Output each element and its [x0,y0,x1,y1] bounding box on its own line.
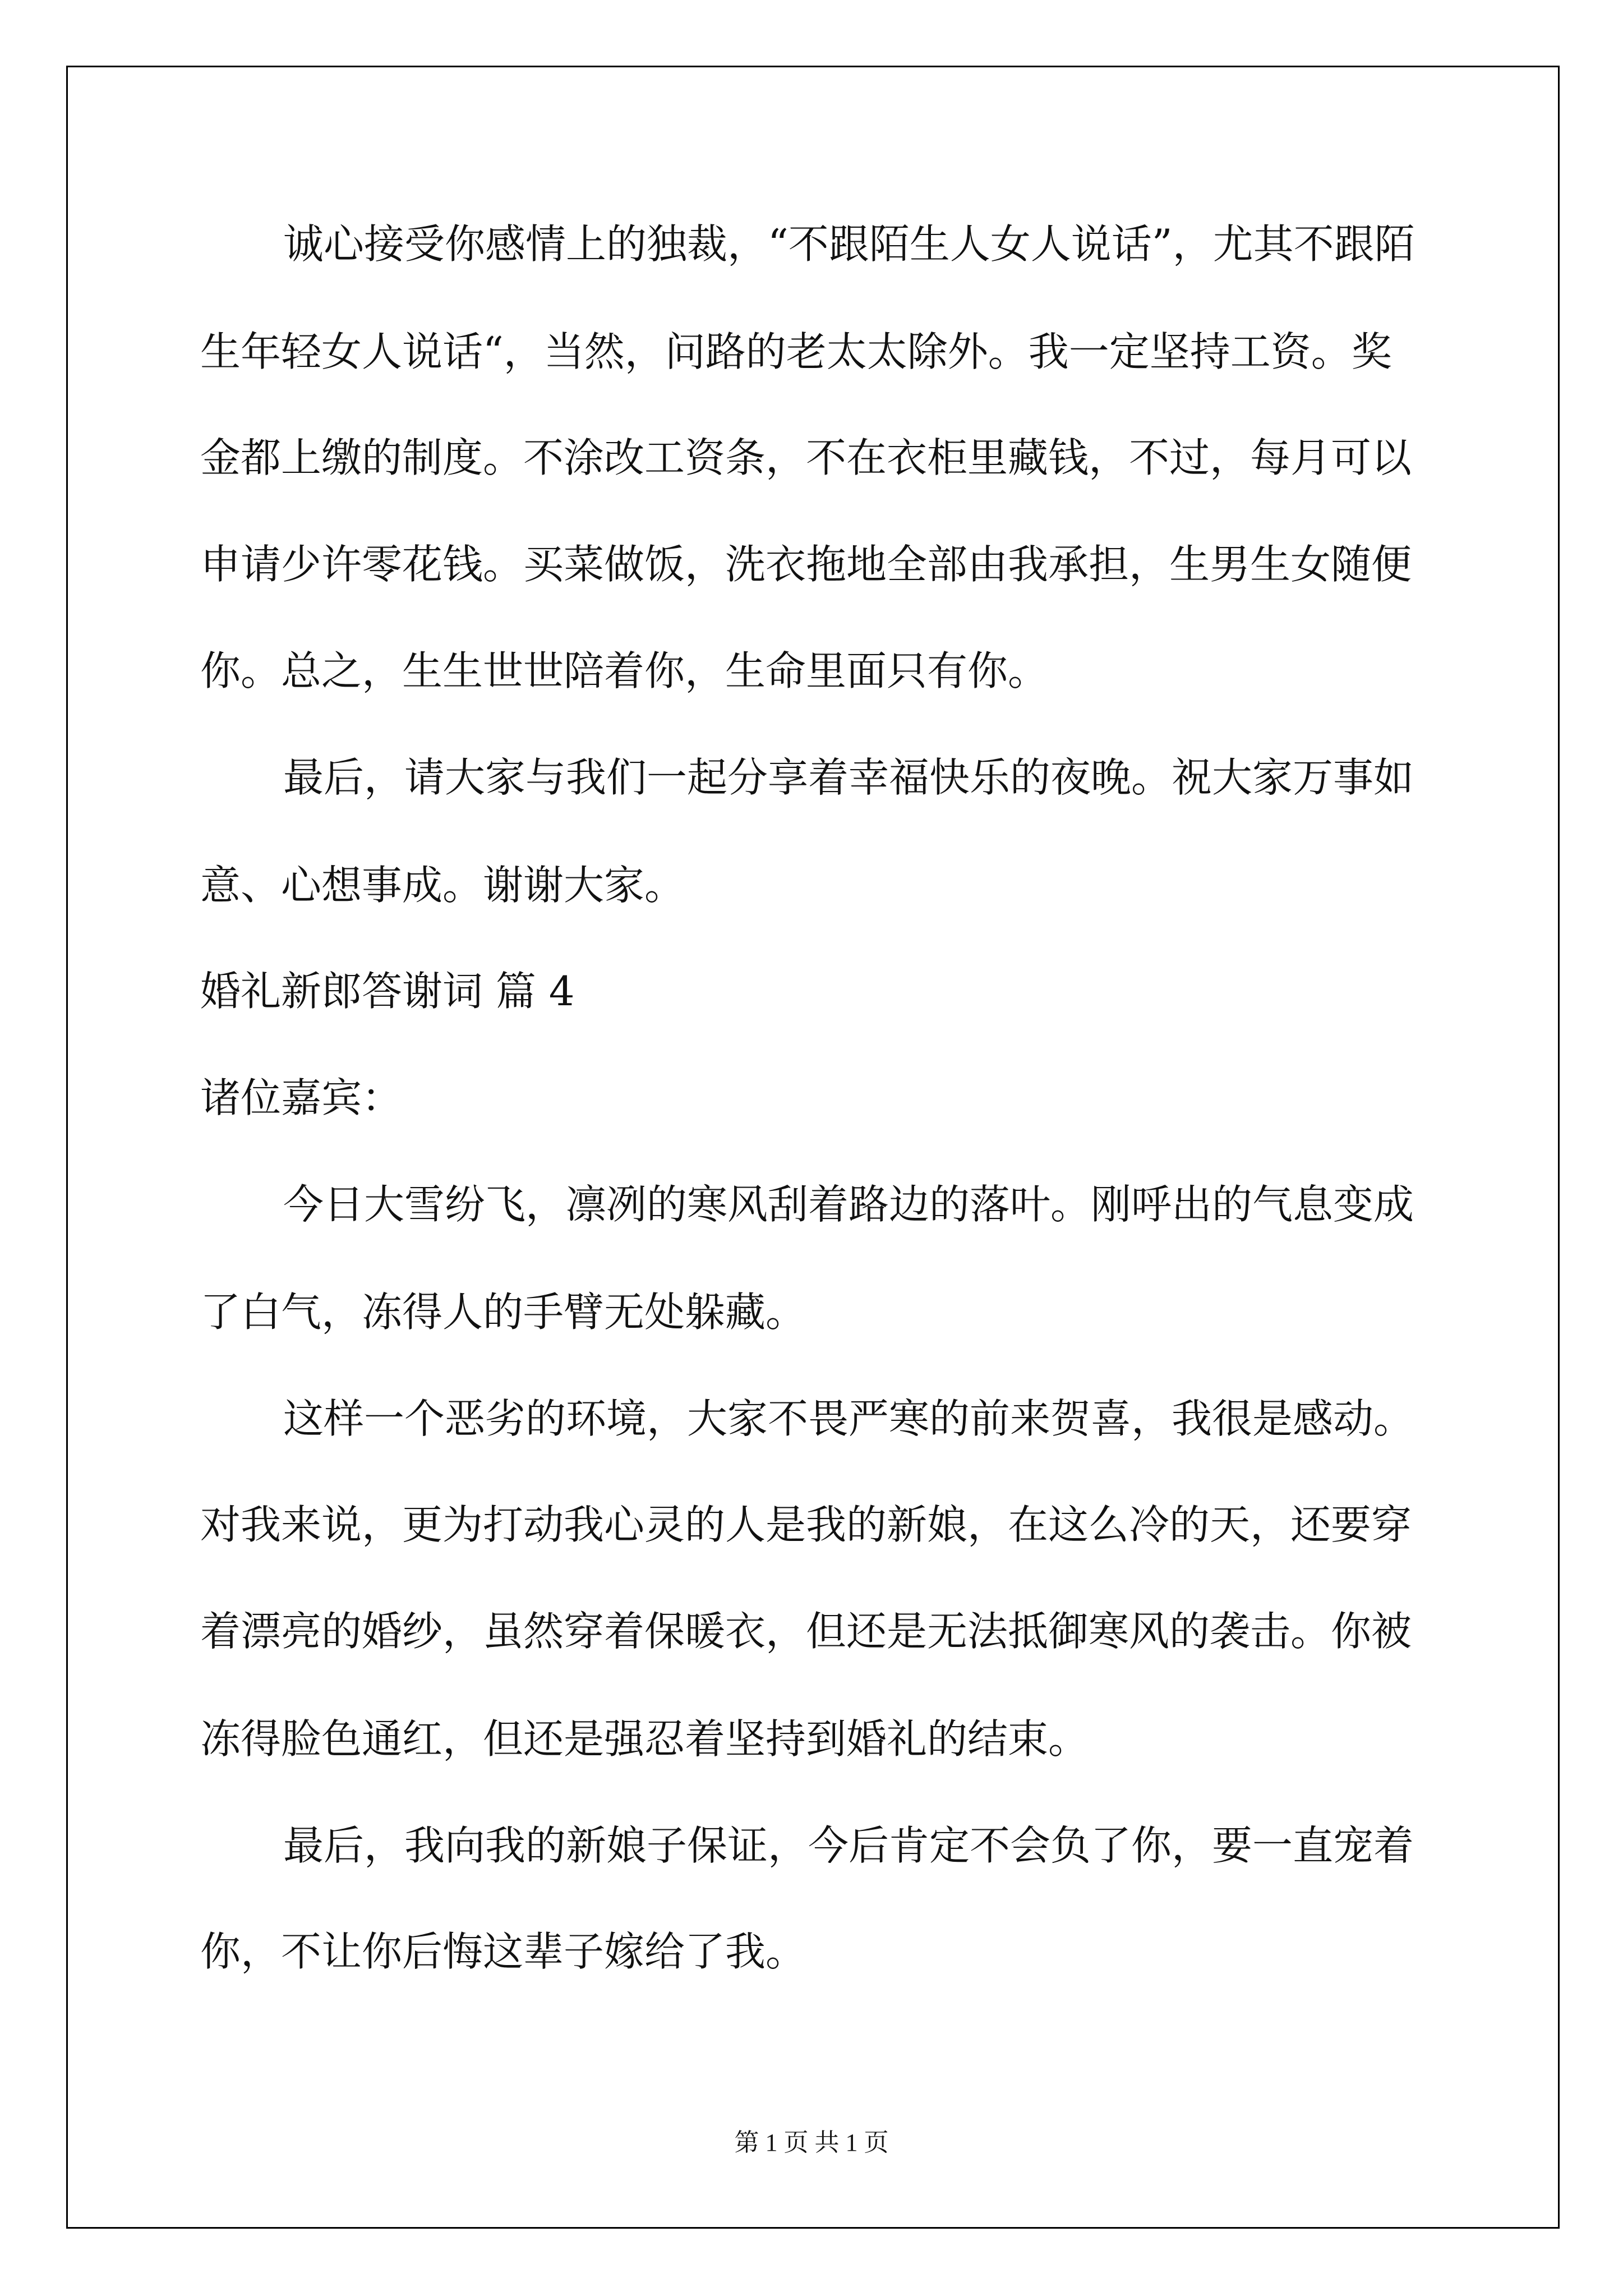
text-line: 你，不让你后悔这辈子嫁给了我。 [200,1928,806,1975]
text-line: 最后，请大家与我们一起分享着幸福快乐的夜晚。祝大家万事如 [283,754,1414,801]
text-line: 对我来说，更为打动我心灵的人是我的新娘，在这么冷的天，还要穿 [200,1501,1412,1548]
section-heading: 婚礼新郎答谢词 篇 4 [200,968,575,1015]
text-line: 生年轻女人说话“，当然，问路的老太太除外。我一定坚持工资。奖 [200,328,1392,375]
text-line: 着漂亮的婚纱，虽然穿着保暖衣，但还是无法抵御寒风的袭击。你被 [200,1608,1412,1655]
text-line: 意、心想事成。谢谢大家。 [200,862,685,909]
text-line: 最后，我向我的新娘子保证，今后肯定不会负了你，要一直宠着 [283,1822,1414,1869]
salutation: 诸位嘉宾： [200,1074,403,1121]
text-line: 诚心接受你感情上的独裁，“不跟陌生人女人说话”，尤其不跟陌 [283,220,1415,268]
page-footer: 第 1 页 共 1 页 [734,2129,889,2156]
text-line: 今日大雪纷飞，凛冽的寒风刮着路边的落叶。刚呼出的气息变成 [283,1181,1414,1228]
text-line: 这样一个恶劣的环境，大家不畏严寒的前来贺喜，我很是感动。 [283,1395,1414,1442]
text-line: 冻得脸色通红，但还是强忍着坚持到婚礼的结束。 [200,1715,1089,1763]
text-line: 你。总之，生生世世陪着你，生命里面只有你。 [200,647,1049,694]
text-line: 金都上缴的制度。不涂改工资条，不在衣柜里藏钱，不过，每月可以 [200,434,1412,481]
text-line: 申请少许零花钱。买菜做饭，洗衣拖地全部由我承担，生男生女随便 [200,541,1412,588]
page-border [66,66,1560,2229]
text-line: 了白气，冻得人的手臂无处躲藏。 [200,1289,806,1336]
